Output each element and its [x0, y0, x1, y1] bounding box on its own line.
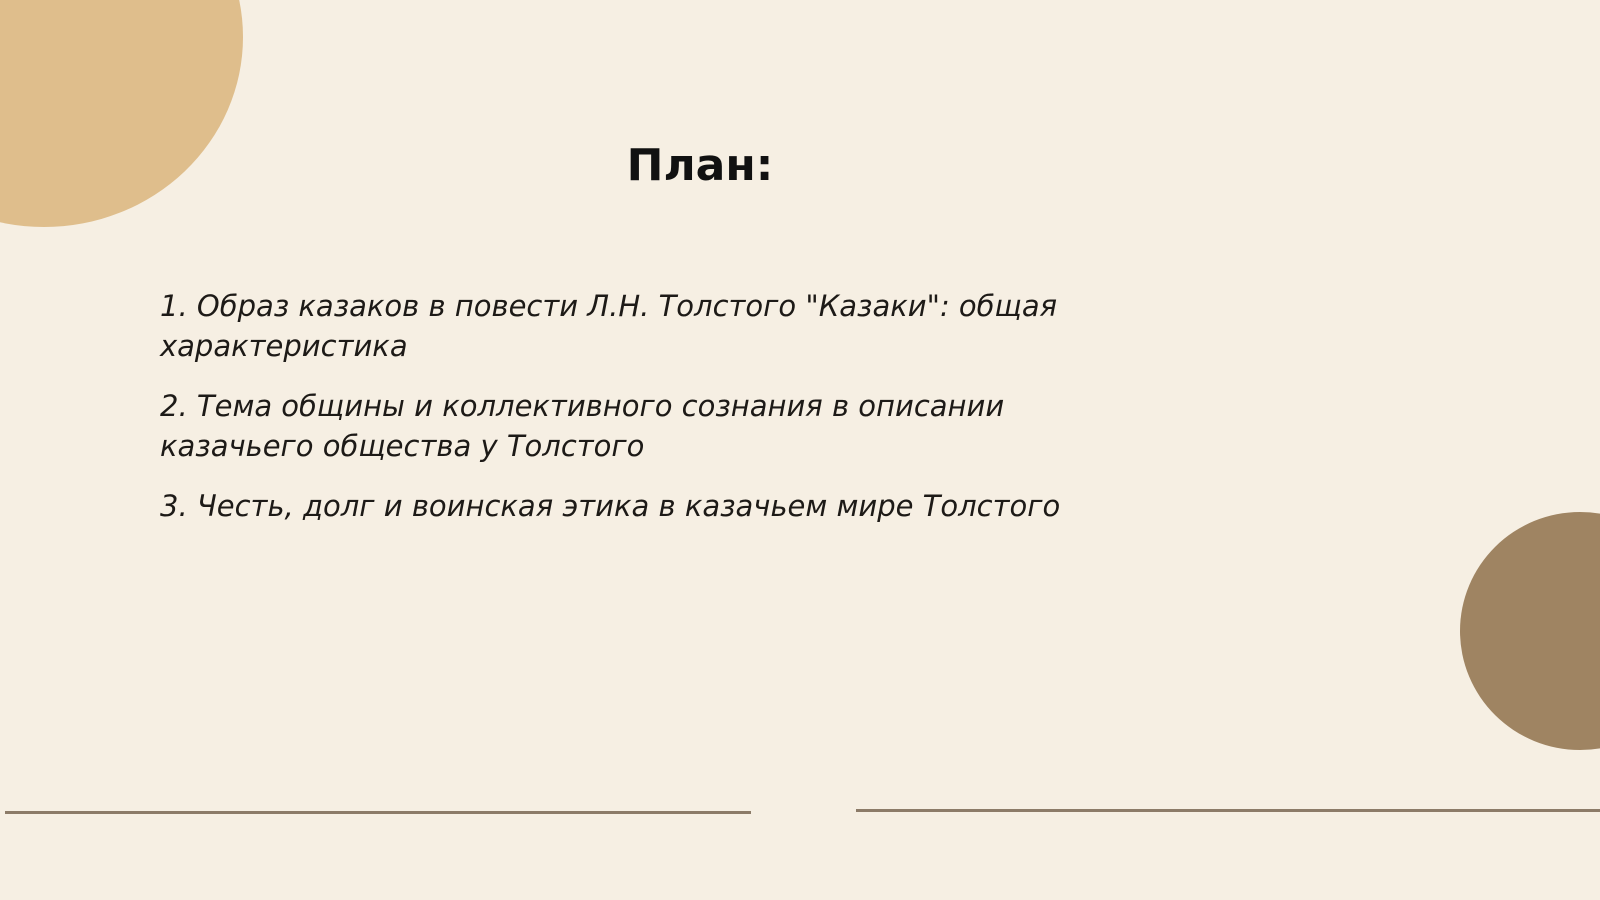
decorative-circle-right — [1460, 512, 1600, 750]
plan-item-1: 1. Образ казаков в повести Л.Н. Толстого "Казаки": общая характеристика — [160, 289, 1058, 363]
plan-item-2: 2. Тема общины и коллективного сознания в описании казачьего общества у Толстого — [160, 389, 1005, 463]
plan-list — [160, 286, 1120, 546]
decorative-circle-top-left — [0, 0, 243, 227]
divider-line-left — [5, 811, 751, 814]
slide-title: План: — [626, 140, 774, 191]
divider-line-right — [856, 809, 1600, 812]
plan-item-3: 3. Честь, долг и воинская этика в казачьем мире Толстого — [160, 489, 1061, 523]
